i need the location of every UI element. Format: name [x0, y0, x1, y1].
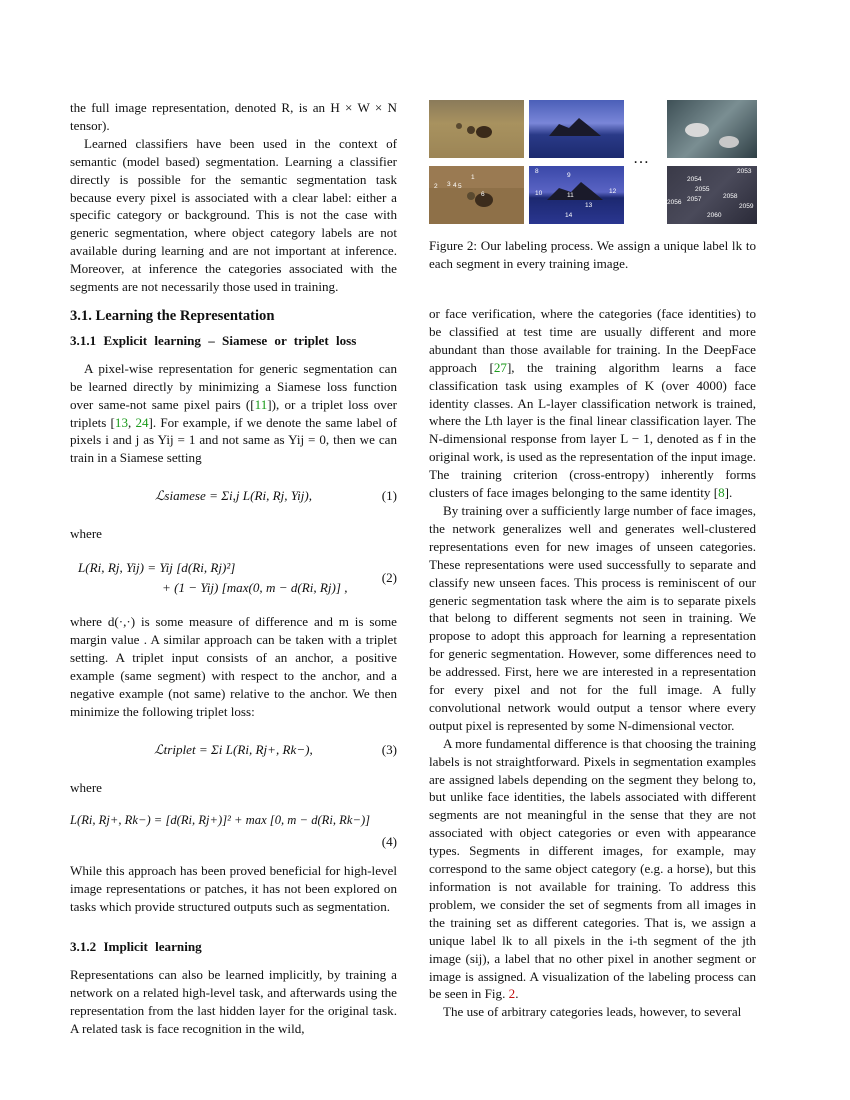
segment-label: 5 [458, 183, 462, 190]
segmented-image-lake [529, 166, 624, 224]
segment-label: 2060 [707, 212, 722, 219]
segments-illustration [529, 166, 624, 224]
image-animals-photo [429, 100, 524, 158]
birds-illustration [667, 100, 757, 158]
where-label: where [70, 779, 102, 795]
equation-number: (1) [381, 488, 397, 504]
segment-label: 12 [609, 188, 617, 195]
segment-label: 10 [535, 190, 543, 197]
paragraph-face [429, 305, 756, 502]
segment-label: 9 [567, 172, 571, 179]
paragraph-explicit [70, 360, 397, 467]
text-span: ], the training algorithm learns a face classification task using examples of K (over 4000) face identity classes. An L-layer classification network is trained, where the Lth layer is the final linear classification layer. The N-dimensional response from layer L − 1, denoted as f in the original work, is used as the representation of the input image. The training criterion (cross-entropy) inherently forms clusters of face images belonging to the same identity [ [429, 359, 757, 501]
left-column [70, 99, 397, 1038]
segment-label: 14 [565, 212, 573, 219]
segment-label: 1 [471, 174, 475, 181]
text-span: . [515, 986, 519, 1002]
paragraph-implicit: Representations can also be learned implicitly, by training a network on a related high-level task, and afterwards using the representation from the last hidden layer for the original task. A related task is face recognition in the wild, [70, 967, 397, 1036]
citation-link[interactable]: 8 [718, 485, 725, 501]
equation-3 [70, 733, 397, 767]
segmented-image-animals [429, 166, 524, 224]
segment-label: 11 [567, 192, 574, 199]
text-span: or face verification, where the categories (face identities) to be classified at test time are usually different and more abundant than those available for training. In the DeepFace approach [ [429, 306, 756, 375]
paragraph-fundamental [429, 735, 756, 1004]
segment-label: 8 [535, 168, 539, 175]
segment-label: 2054 [687, 176, 702, 183]
section-title: 3.1. Learning the Representation [70, 307, 275, 324]
segment-label: 6 [481, 191, 485, 198]
right-column [429, 305, 756, 1021]
citation-link[interactable]: 24 [135, 414, 149, 430]
segment-label: 3 [447, 181, 451, 188]
segment-label: 2056 [667, 199, 682, 206]
citation-link[interactable]: 13 [114, 414, 128, 430]
equation-line-2: + (1 − Yij) [max(0, m − d(Ri, Rj)] , [162, 580, 348, 596]
segment-label: 4 [453, 182, 457, 189]
paragraph-margin: where d(·,·) is some measure of difference and m is some margin value . A similar approach can be taken with a triplet setting. A triplet input consists of an anchor, a positive example (same segment) with respect to the anchor, and a negative example (not same) relative to the anchor. We then minimize the following triplet loss: [70, 614, 397, 719]
segments-illustration [429, 166, 524, 224]
subsection-implicit: 3.1.2 Implicit learning [70, 939, 202, 955]
citation-link[interactable]: 11 [254, 396, 268, 412]
animals-illustration [429, 100, 524, 158]
segment-label: 2057 [687, 196, 702, 203]
equation-2 [70, 555, 397, 601]
paragraph-beneficial: While this approach has been proved beneficial for high-level image representations or patches, it has not been explored on tasks which provide structured outputs such as segmentation. [70, 863, 397, 915]
citation-link[interactable]: 27 [493, 359, 507, 375]
figure-2 [429, 100, 757, 230]
where-label: where [70, 526, 102, 542]
text-span: A more fundamental difference is that choosing the training labels is not straightforward. Pixels in segmentation examples are assigned labels depending on the segment they belong to, but unlike face identities, the labels associated with different segments are not meaningful in the sense that they are not associated with object categories or even with appearance types. Segments in different images, for example, may correspond to the same object category (e.g. a horse), but this information is not available for training. To address this problem, we consider the set of segments from all images in the training set as different categories. That is, we assign a unique label lk to all pixels in the i-th segment of the jth image (sij), a label that no other pixel in another segment or image is assigned. A visualization of the labeling process can be seen in Fig. [429, 735, 756, 1002]
image-lake-photo [529, 100, 624, 158]
segment-label: 2058 [723, 193, 738, 200]
paragraph-classifiers: Learned classifiers have been used in the context of semantic (model based) segmentation. Learning a classifier directly is possible for the semantic segmentation task because every pixel is associated with a clear label: either a specific category or background. This is not the case with generic segmentation, where object category labels are not available during learning and are not important at inference. Moreover, at inference the categories associated with the segments are not necessarily those used in training. [70, 135, 397, 295]
figure-ellipsis: … [633, 150, 650, 167]
equation-body: L(Ri, Rj+, Rk−) = [d(Ri, Rj+)]² + max [0, m − d(Ri, Rk−)] [70, 813, 371, 828]
equation-1 [70, 479, 397, 513]
equation-body: ℒsiamese = Σi,j L(Ri, Rj, Yij), [154, 488, 313, 504]
equation-number: (2) [381, 570, 397, 586]
text-span: , [128, 414, 136, 430]
subsection-explicit: 3.1.1 Explicit learning – Siamese or triplet loss [70, 332, 357, 348]
equation-4 [70, 808, 397, 850]
paragraph-intro: the full image representation, denoted R, is an H × W × N tensor). [70, 100, 397, 133]
paragraph-arbitrary: The use of arbitrary categories leads, however, to several [443, 1004, 742, 1020]
text-span: A pixel-wise representation for generic segmentation can be learned directly by minimizing a Siamese loss function over same-not same pixel pairs ([ [70, 360, 397, 412]
figure-caption: Figure 2: Our labeling process. We assign a unique label lk to each segment in every training image. [429, 238, 756, 271]
figure-reference-link[interactable]: 2 [508, 986, 516, 1002]
equation-line-1: L(Ri, Rj, Yij) = Yij [d(Ri, Rj)²] [78, 560, 236, 576]
equation-number: (3) [381, 741, 397, 757]
equation-body: ℒtriplet = Σi L(Ri, Rj+, Rk−), [154, 741, 313, 757]
text-span: ]. For example, if we denote the same label of pixels i and j as Yij = 1 and not same as Yij = 0, then we can train in a Siamese setting [70, 414, 397, 466]
equation-number: (4) [381, 834, 397, 850]
tufa-illustration [529, 100, 624, 158]
text-span: ]), or a triplet loss over triplets [ [70, 396, 397, 430]
image-birds-photo [667, 100, 757, 158]
segment-label: 2059 [739, 203, 754, 210]
segment-label: 13 [585, 202, 593, 209]
text-span: ]. [724, 485, 733, 501]
paragraph-training: By training over a sufficiently large number of face images, the network generalizes well and generates well-clustered representations even for new images of unseen categories. These representations were used successfully to separate and classify new unseen faces. This process is reminiscent of our generic segmentation task where the aim is to separate pixels that belong to different segments not seen in training. We propose to adopt this approach for learning a representation for generic segmentation. However, some differences need to be addressed. First, here we are interested in a representation for every pixel and not for the full image. A fully convolutional network would output a tensor where every output pixel is represented by some N-dimensional vector. [429, 502, 756, 733]
segment-label: 2 [434, 183, 438, 190]
segmented-image-birds [667, 166, 757, 224]
segment-label: 2053 [737, 168, 752, 175]
segment-label: 2055 [695, 186, 710, 193]
